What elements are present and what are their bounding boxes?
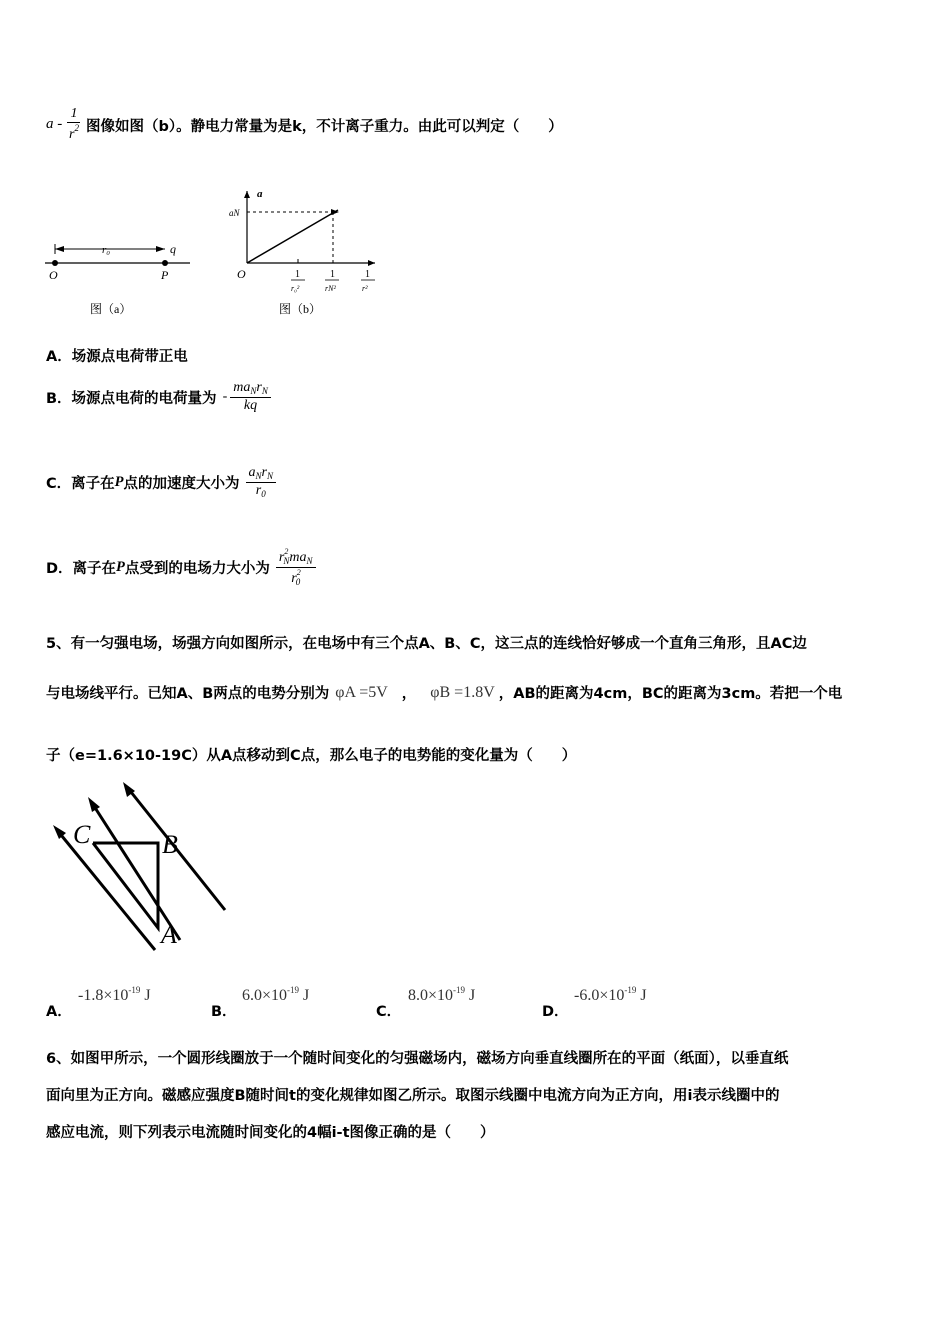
q5-opt-c-label: C． — [376, 1004, 402, 1020]
q5-opt-a-val: $-1.8\times 10^{-19}$ J — [78, 985, 151, 1004]
q4-option-c-suffix: 点的加速度大小为 — [123, 475, 240, 492]
caption-a: 图（a） — [90, 302, 132, 316]
label-O-b: O — [237, 267, 246, 281]
q4-option-a: A．场源点电荷带正电 — [46, 349, 188, 365]
q5-line2 — [46, 682, 842, 703]
q5-line1: 5、有一匀强电场，场强方向如图所示，在电场中有三个点A、B、C，这三点的连线恰好够成一个直角三角形，且AC边 — [46, 636, 807, 652]
q4-option-c — [46, 465, 276, 500]
q4-option-c-prefix: C．离子在 — [46, 475, 115, 492]
q4-option-d-suffix: 点受到的电场力大小为 — [124, 561, 270, 578]
q5-comma: ， — [401, 686, 417, 702]
q6-line1: 6、如图甲所示，一个圆形线圈放于一个随时间变化的匀强磁场内，磁场方向垂直线圈所在的平面（纸面），以垂直纸 — [46, 1051, 789, 1067]
tick2-num: 1 — [330, 269, 335, 280]
q5-phiB-text: φB =1.8V — [430, 683, 495, 701]
label-aN: aN — [229, 208, 240, 218]
q5-field-figure — [45, 775, 245, 955]
tick1-num: 1 — [295, 269, 300, 280]
fig-label-B: B — [162, 830, 178, 859]
q4-option-d — [46, 548, 316, 588]
q4-option-d-math: $\frac{r^2_Nma_N}{r^2_0}$ — [276, 548, 316, 588]
tick2-den: rN² — [325, 284, 336, 293]
figure-b — [225, 185, 385, 325]
q5-opt-a-label: A． — [46, 1004, 72, 1020]
tick1-den: r₀² — [291, 284, 300, 293]
label-O: O — [49, 268, 58, 282]
q4-option-d-prefix: D．离子在 — [46, 561, 117, 578]
q4-option-b-text: B．场源点电荷的电荷量为 — [46, 390, 217, 407]
q5-opt-b-label: B． — [211, 1004, 237, 1020]
q6-line2: 面向里为正方向。磁感应强度B随时间t的变化规律如图乙所示。取图示线圈中电流方向为正方向，用i表示线圈中的 — [46, 1088, 780, 1104]
q4-option-b — [46, 380, 271, 415]
math-a-minus-inverse-r-squared: a - $\frac{1}{r^2}$ — [46, 106, 79, 142]
q4-option-c-math: $\frac{a_Nr_N}{r_0}$ — [246, 465, 276, 500]
q5-opt-c-val: $8.0\times 10^{-19}$ J — [408, 985, 476, 1004]
q5-opt-d-val: $-6.0\times 10^{-19}$ J — [574, 985, 647, 1004]
label-r0: r₀ — [102, 244, 111, 256]
caption-b: 图（b） — [279, 302, 322, 316]
axis-num: 1 — [365, 269, 370, 280]
q5-phiB — [430, 684, 494, 702]
q5-line2-a: 与电场线平行。已知A、B两点的电势分别为 — [46, 686, 330, 702]
figure-a — [40, 235, 200, 325]
fig-label-A: A — [161, 920, 177, 949]
q5-opt-b-val: $6.0\times 10^{-19}$ J — [242, 985, 310, 1004]
q5-phiA-text: φA =5V — [335, 683, 388, 701]
q5-line3: 子（e=1.6×10-19C）从A点移动到C点，那么电子的电势能的变化量为（ ） — [46, 748, 577, 764]
q5-phiA — [335, 684, 387, 702]
q5-opt-d-label: D． — [542, 1004, 569, 1020]
top-line-text: 图像如图（b）。静电力常量为是k，不计离子重力。由此可以判定（ ） — [85, 118, 563, 135]
label-q: q — [170, 242, 176, 256]
axis-den: r² — [362, 284, 368, 293]
q5-options-row — [46, 985, 926, 1025]
top-line — [46, 102, 563, 148]
fig-label-C: C — [73, 820, 91, 849]
q4-option-c-p: P — [114, 473, 124, 490]
q4-option-b-math: - $\frac{ma_Nr_N}{kq}$ — [223, 380, 271, 415]
label-a: a — [257, 188, 263, 200]
q6-line3: 感应电流，则下列表示电流随时间变化的4幅i-t图像正确的是（ ） — [46, 1125, 495, 1141]
q5-line2-b: ，AB的距离为4cm，BC的距离为3cm。若把一个电 — [498, 686, 843, 702]
q4-option-d-p: P — [116, 559, 125, 576]
label-P: P — [161, 268, 169, 282]
